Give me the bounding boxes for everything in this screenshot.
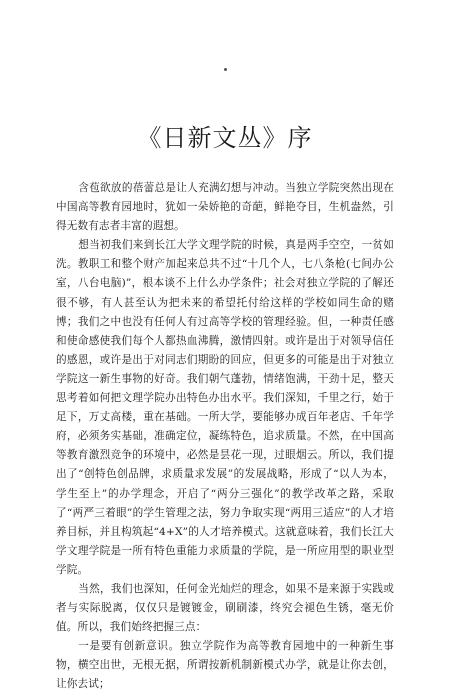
paragraph: 一是要有创新意识。独立学院作为高等教育园地中的一种新生事物，横空出世，无根无据，所谓按新机制新模式办学，就是让你去创，让你去试； (56, 640, 394, 691)
body-text (56, 179, 394, 695)
paragraph: 含苞欲放的蓓蕾总是让人充满幻想与冲动。当独立学院突然出现在中国高等教育园地时，犹如一朵娇艳的奇葩，鲜艳夺目，生机盎然，引得无数有志者丰富的遐想。 (56, 182, 394, 233)
page-title: 《日新文丛》序 (137, 124, 313, 152)
paragraph: 想当初我们来到长江大学文理学院的时候，真是两手空空，一贫如洗。教职工和整个财产加起来总共不过“十几个人，七八条枪(七间办公室，八台电脑)”，根本谈不上什么办学条件；社会对独立学院的了解还很不够，有人甚至认为把未来的希望托付给这样的学校如同生命的赌博；我们之中也没有任何人有过高等学校的管理经验。但，一种责任感和使命感使我们每个人都热血沸腾，激情四射。或许是出于对领导信任的感恩，或许是出于对同志们期盼的回应，但更多的可能是出于对独立学院这一新生事物的好奇。我们朝气蓬勃，情绪饱满，干劲十足，整天思考着如何把文理学院办出特色办出水平。我们深知，千里之行，始于足下，万丈高楼，重在基础。一所大学，要能够办成百年老店、千年学府，必须务实基础，准确定位，凝练特色，追求质量。不然，在中国高等教育激烈竞争的环境中，必然是昙花一现，过眼烟云。所以，我们提出了“创特色创品牌，求质量求发展”的发展战略，形成了“以人为本，学生至上”的办学理念，开启了“两分三强化”的教学改革之路，采取了“两严三着眼”的学生管理之法，努力争取实现“两用三适应”的人才培养目标，并且构筑起“4+X”的人才培养模式。这就意味着，我们长江大学文理学院是一所有特色重能力求质量的学院，是一所应用型的职业型学院。 (56, 239, 394, 576)
paragraph: 当然，我们也深知，任何金光灿烂的理念，如果不是来源于实践或者与实际脱离，仅仅只是镀镀金，刷刷漆，终究会褪色生锈，毫无价值。所以，我们始终把握三点： (56, 582, 394, 634)
decorative-dot (224, 68, 227, 71)
